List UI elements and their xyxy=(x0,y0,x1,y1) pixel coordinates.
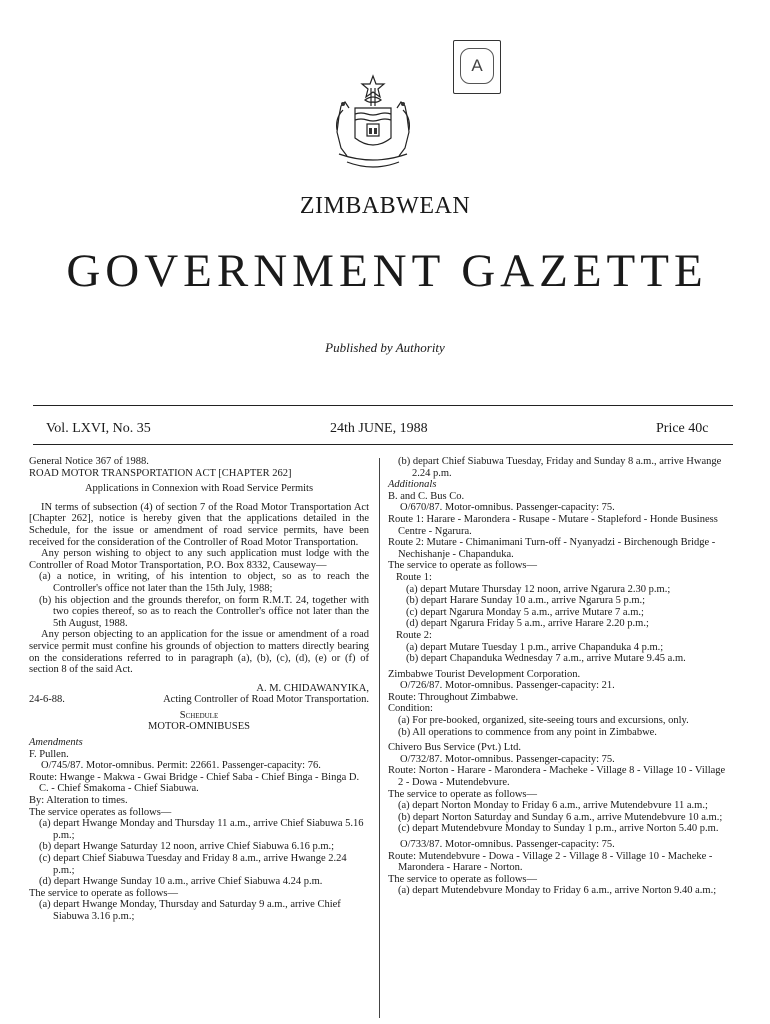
schedule-item: (c) depart Ngarura Monday 5 a.m., arrive Mutare 7 a.m.; xyxy=(406,606,644,618)
schedule-item: (a) depart Mutendebvure Monday to Friday 6 a.m., arrive Norton 9.40 a.m.; xyxy=(398,885,717,897)
schedule-item: (b) depart Chapanduka Wednesday 7 a.m., arrive Mutare 9.45 a.m. xyxy=(406,653,686,665)
issue-date: 24th JUNE, 1988 xyxy=(330,421,428,436)
condition-item: (a) For pre-booked, organized, site-seeing tours and excursions, only. xyxy=(398,715,689,727)
volume-number: Vol. LXVI, No. 35 xyxy=(46,421,151,436)
schedule-item: (a) depart Norton Monday to Friday 6 a.m., arrive Mutendebvure 11 a.m.; xyxy=(398,800,708,812)
schedule-item: (a) depart Mutare Thursday 12 noon, arrive Ngarura 2.30 p.m.; xyxy=(406,583,671,595)
permit-line: O/733/87. Motor-omnibus. Passenger-capacity: 75. xyxy=(400,839,615,850)
route-line: Route: Mutendebvure - Dowa - Village 2 - Village 8 - Village 10 - Macheke - Marondera - Harare - Norton. xyxy=(388,850,713,874)
schedule-item: (b) depart Harare Sunday 10 a.m., arrive Ngarura 5 p.m.; xyxy=(406,595,646,607)
operator-name: B. and C. Bus Co. xyxy=(388,490,465,502)
to-operate-heading: The service to operate as follows— xyxy=(388,788,537,800)
schedule-item: (b) depart Hwange Saturday 12 noon, arrive Chief Siabuwa 6.16 p.m.; xyxy=(39,841,335,853)
permit-line: O/726/87. Motor-omnibus. Passenger-capacity: 21. xyxy=(400,680,615,692)
schedule-item: (d) depart Hwange Sunday 10 a.m., arrive Chief Siabuwa 4.24 p.m. xyxy=(39,876,323,888)
route-line: Route 1: Harare - Marondera - Rusape - Mutare - Stapleford - Honde Business Centre - Ngarura. xyxy=(388,513,718,537)
schedule-item: (b) depart Norton Saturday and Sunday 6 a.m., arrive Mutendebvure 10 a.m.; xyxy=(398,811,723,823)
condition-item: (b) All operations to commence from any point in Zimbabwe. xyxy=(398,726,657,738)
permit-line: O/732/87. Motor-omnibus. Passenger-capacity: 75. xyxy=(400,753,615,765)
signatory-name: A. M. CHIDAWANYIKA, xyxy=(256,682,369,694)
objection-item: (b) his objection and the grounds therefor, on form R.M.T. 24, together with two copies thereof, so as to reach the Controller's office not later than the 5th August, 1988. xyxy=(39,594,369,629)
permit-line: O/670/87. Motor-omnibus. Passenger-capacity: 75. xyxy=(400,502,615,514)
schedule-item: (c) depart Chief Siabuwa Tuesday and Friday 8 a.m., arrive Hwange 2.24 p.m.; xyxy=(39,853,347,876)
signature-line xyxy=(29,694,369,706)
route-label: Route 1: xyxy=(396,571,432,583)
route-label: Route 2: xyxy=(396,629,432,641)
schedule-item: (d) depart Ngarura Friday 5 a.m., arrive Harare 2.20 p.m.; xyxy=(406,618,649,630)
notice-number: General Notice 367 of 1988. xyxy=(29,456,149,467)
schedule-item: (c) depart Mutendebvure Monday to Sunday 1 p.m., arrive Norton 5.40 p.m. xyxy=(398,823,719,835)
stamp-letter: A xyxy=(460,48,494,84)
to-operate-heading: The service to operate as follows— xyxy=(388,560,537,572)
paragraph-terms: IN terms of subsection (4) of section 7 of the Road Motor Transportation Act [Chapter 262], notice is hereby given that the applications detailed in the Schedule, for the issue or amendment of road service permits, have been received for the consideration of the Controller of Road Motor Transportation. xyxy=(29,501,369,548)
received-stamp xyxy=(453,40,501,94)
published-by-line: Published by Authority xyxy=(325,340,445,355)
to-operate-heading: The service to operate as follows— xyxy=(388,873,537,885)
paragraph-objection: Any person wishing to object to any such application must lodge with the Controller of Road Motor Transportation, P.O. Box 8332, Causeway— xyxy=(29,548,369,571)
coat-of-arms-emblem xyxy=(325,72,421,178)
schedule-item: (a) depart Hwange Monday, Thursday and Saturday 9 a.m., arrive Chief Siabuwa 3.16 p.m.; xyxy=(39,899,341,922)
operator-name: Chivero Bus Service (Pvt.) Ltd. xyxy=(388,742,521,754)
notice-subtitle: Applications in Connexion with Road Service Permits xyxy=(84,483,314,495)
schedule-heading: Schedule xyxy=(179,709,219,721)
route-line: Route: Norton - Harare - Marondera - Macheke - Village 8 - Village 10 - Village 2 - Dowa - Mutendebvure. xyxy=(388,765,726,789)
issue-price: Price 40c xyxy=(656,421,709,436)
signature-date: 24-6-88. xyxy=(29,694,65,706)
left-column xyxy=(29,456,369,923)
route-line: Route: Hwange - Makwa - Gwai Bridge - Chief Saba - Chief Binga - Binga D. C. - Chief Smakoma - Chief Siabuwa. xyxy=(29,771,360,795)
operator-name: Zimbabwe Tourist Development Corporation. xyxy=(388,668,581,680)
schedule-item: (a) depart Hwange Monday and Thursday 11 a.m., arrive Chief Siabuwa 5.16 p.m.; xyxy=(39,818,364,841)
column-divider xyxy=(379,458,380,1018)
operator-name: F. Pullen. xyxy=(29,748,69,760)
right-column xyxy=(388,456,728,897)
schedule-item: (b) depart Chief Siabuwa Tuesday, Friday and Sunday 8 a.m., arrive Hwange 2.24 p.m. xyxy=(398,456,722,479)
schedule-subheading: MOTOR-OMNIBUSES xyxy=(148,721,250,733)
schedule-item: (a) depart Mutare Tuesday 1 p.m., arrive Chapanduka 4 p.m.; xyxy=(406,641,664,653)
objection-item: (a) a notice, in writing, of his intention to object, so as to reach the Controller's office not later than the 15th July, 1988; xyxy=(39,571,369,594)
paragraph-grounds: Any person objecting to an application for the issue or amendment of a road service permit must confine his grounds of objection to matters directly bearing on the considerations referred to in paragraph (a), (b), (c), (d), (e) or (f) of section 8 of the said Act. xyxy=(29,629,369,676)
to-operate-heading: The service to operate as follows— xyxy=(29,887,178,899)
permit-line: O/745/87. Motor-omnibus. Permit: 22661. Passenger-capacity: 76. xyxy=(41,760,321,772)
alteration-line: By: Alteration to times. xyxy=(29,795,128,807)
operates-heading: The service operates as follows— xyxy=(29,806,172,818)
condition-heading: Condition: xyxy=(388,703,433,715)
top-rule xyxy=(33,405,733,406)
gazette-title: GOVERNMENT GAZETTE xyxy=(66,245,708,297)
route-line: Route 2: Mutare - Chimanimani Turn-off - Nyanyadzi - Birchenough Bridge - Nechishanje - Chapanduka. xyxy=(388,537,716,560)
amendments-heading: Amendments xyxy=(29,737,83,749)
additionals-heading: Additionals xyxy=(388,479,437,491)
bottom-rule xyxy=(33,444,733,445)
route-line: Route: Throughout Zimbabwe. xyxy=(388,691,519,703)
act-title: ROAD MOTOR TRANSPORTATION ACT [CHAPTER 262] xyxy=(29,467,292,479)
country-heading: ZIMBABWEAN xyxy=(299,193,471,219)
signatory-title: Acting Controller of Road Motor Transportation. xyxy=(163,694,369,706)
